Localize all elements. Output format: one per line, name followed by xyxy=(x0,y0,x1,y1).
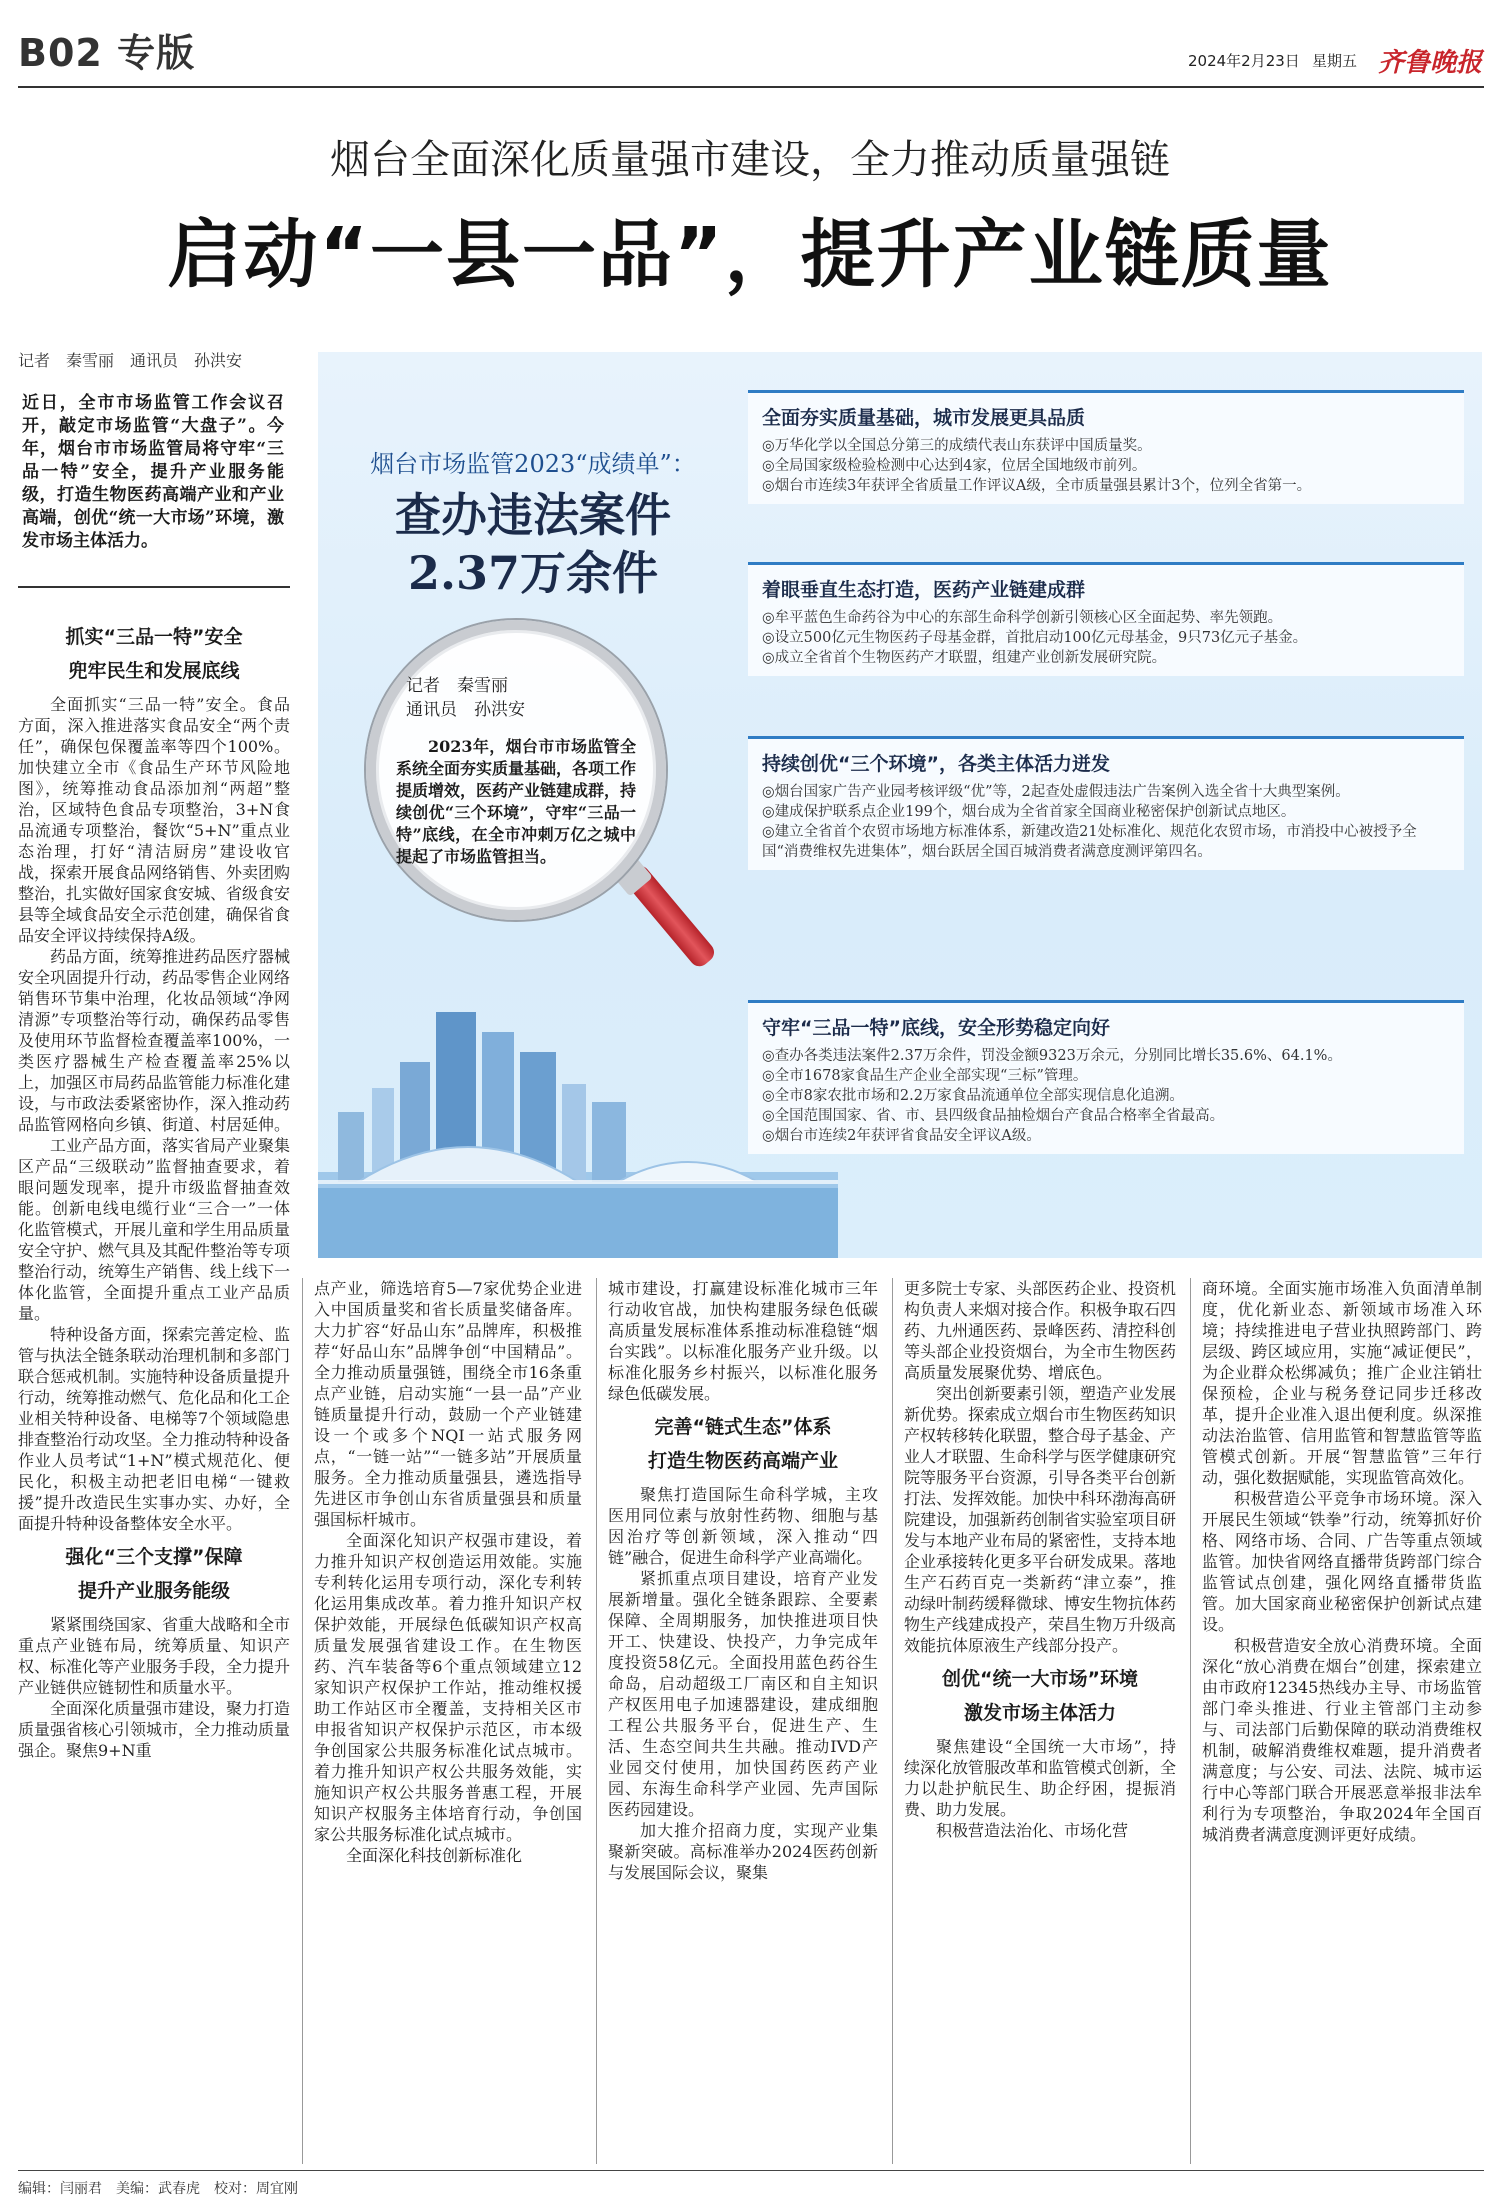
card-item: ◎全市1678家食品生产企业全部实现“三标”管理。 xyxy=(762,1068,1088,1084)
article-paragraph: 城市建设，打赢建设标准化城市三年行动收官战，加快构建服务绿色低碳高质量发展标准体系推动标准稳链“烟台实践”。以标准化服务产业升级。以标准化服务乡村振兴，以标准化服务绿色低碳发展。 xyxy=(608,1279,878,1403)
section-heading-1b: 兜牢民生和发展底线 xyxy=(68,660,240,682)
card-item: ◎查办各类违法案件2.37万余件，罚没金额9323万余元，分别同比增长35.6%、64.1%。 xyxy=(762,1048,1342,1064)
page-number: B02 专版 xyxy=(18,31,196,75)
card-title: 持续创优“三个环境”，各类主体活力迸发 xyxy=(762,753,1110,775)
article-paragraph: 聚焦打造国际生命科学城，主攻医用同位素与放射性药物、细胞与基因治疗等创新领域，深入推动“四链”融合，促进生命科学产业高端化。 xyxy=(608,1485,878,1567)
card-title: 着眼垂直生态打造，医药产业链建成群 xyxy=(762,579,1086,601)
lead-paragraph: 近日，全市市场监管工作会议召开，敲定市场监管“大盘子”。今年，烟台市市场监管局将守牢“三品一特”安全，提升产业服务能级，打造生物医药高端产业和产业高端，创优“统一大市场”环境，激发市场主体活力。 xyxy=(22,393,284,551)
issue-date: 2024年2月23日 xyxy=(1188,52,1300,70)
panel-title-line-1: 查办违法案件 xyxy=(395,488,671,542)
article-paragraph: 全面深化科技创新标准化 xyxy=(346,1846,523,1865)
headline-kicker: 烟台全面深化质量强市建设，全力推动质量强链 xyxy=(330,137,1170,183)
column-divider xyxy=(1190,1278,1191,2164)
card-item: ◎建立全省首个农贸市场地方标准体系，新建改造21处标准化、规范化农贸市场，市消投中心被授予全国“消费维权先进集体”，烟台跃居全国百城消费者满意度测评第四名。 xyxy=(762,824,1417,860)
lead-divider xyxy=(18,586,290,588)
card-item: ◎设立500亿元生物医药子母基金群，首批启动100亿元母基金，9只73亿元子基金。 xyxy=(762,630,1308,646)
achievement-card-environment xyxy=(748,736,1464,870)
section-heading-3a: 完善“链式生态”体系 xyxy=(654,1416,832,1438)
byline: 记者 秦雪丽 通讯员 孙洪安 xyxy=(18,351,243,370)
article-paragraph: 特种设备方面，探索完善定检、监管与执法全链条联动治理机制和多部门联合惩戒机制。实施特种设备质量提升行动，统筹推动燃气、危化品和化工企业相关特种设备、电梯等7个领域隐患排查整治行动攻坚。全力推动特种设备作业人员考试“1+N”模式规范化、便民化，积极主动把老旧电梯“一键救援”提升改造民生实事办实、办好，全面提升特种设备整体安全水平。 xyxy=(18,1325,290,1533)
article-column-1 xyxy=(18,620,290,2166)
article-column-3 xyxy=(608,1278,878,2166)
panel-byline-correspondent: 通讯员 孙洪安 xyxy=(406,700,525,720)
section-heading-2b: 提升产业服务能级 xyxy=(77,1580,230,1602)
panel-summary: 2023年，烟台市市场监管全系统全面夯实质量基础，各项工作提质增效，医药产业链建成群，持续创优“三个环境”，守牢“三品一特”底线，在全市冲刺万亿之城中提起了市场监管担当。 xyxy=(396,737,637,866)
card-item: ◎成立全省首个生物医药产才联盟，组建产业创新发展研究院。 xyxy=(762,650,1167,666)
card-item: ◎万华化学以全国总分第三的成绩代表山东获评中国质量奖。 xyxy=(762,438,1152,454)
article-paragraph: 聚焦建设“全国统一大市场”，持续深化放管服改革和监管模式创新，全力以赴护航民生、助企纾困，提振消费、助力发展。 xyxy=(904,1737,1176,1819)
issue-weekday: 星期五 xyxy=(1312,52,1358,70)
headline-title: 启动“一县一品”，提升产业链质量 xyxy=(167,212,1333,298)
article-column-2 xyxy=(314,1278,582,2166)
card-title: 全面夯实质量基础，城市发展更具品质 xyxy=(762,407,1086,429)
header-divider xyxy=(18,86,1484,88)
article-paragraph: 紧抓重点项目建设，培育产业发展新增量。强化全链条跟踪、全要素保障、全周期服务，加快推进项目快开工、快建设、快投产，力争完成年度投资58亿元。全面投用蓝色药谷生命岛，启动超级工厂南区和自主知识产权医用电子加速器建设，建成细胞工程公共服务平台，促进生产、生活、生态空间共生共融。推动IVD产业园交付使用，加快国药医药产业园、东海生命科学产业园、先声国际医药园建设。 xyxy=(608,1569,878,1819)
article-paragraph: 全面抓实“三品一特”安全。食品方面，深入推进落实食品安全“两个责任”，确保包保覆盖率等四个100%。加快建立全市《食品生产环节风险地图》，统筹推动食品添加剂“两超”整治，区域特色食品专项整治，3+N食品流通专项整治，餐饮“5+N”重点业态治理，打好“清洁厨房”建设收官战，探索开展食品网络销售、外卖团购整治，扎实做好国家食安城、省级食安县等全域食品安全示范创建，确保省食品安全评议持续保持A级。 xyxy=(18,695,290,945)
article-paragraph: 更多院士专家、头部医药企业、投资机构负责人来烟对接合作。积极争取石四药、九州通医药、景峰医药、清控科创等头部企业投资烟台，为全市生物医药高质量发展聚优势、增底色。 xyxy=(904,1279,1176,1382)
panel-subtitle: 烟台市场监管2023“成绩单”： xyxy=(370,450,696,478)
article-column-5 xyxy=(1202,1278,1482,2166)
card-item: ◎全市8家农批市场和2.2万家食品流通单位全部实现信息化追溯。 xyxy=(762,1088,1184,1104)
article-paragraph: 工业产品方面，落实省局产业聚集区产品“三级联动”监督抽查要求，着眼问题发现率，提升市级监督抽查效能。创新电线电缆行业“三合一”一体化监管模式，开展儿童和学生用品质量安全守护、燃气具及其配件整治等专项整治行动，统筹生产销售、线上线下一体化监管，全面提升重点工业产品质量。 xyxy=(18,1136,290,1323)
article-paragraph: 点产业，筛选培育5—7家优势企业进入中国质量奖和省长质量奖储备库。大力扩容“好品山东”品牌库，积极推荐“好品山东”品牌争创“中国精品”。全力推动质量强链，围绕全市16条重点产业链，启动实施“一县一品”产业链质量提升行动，鼓励一个产业链建设一个或多个NQI一站式服务网点，“一链一站”“一链多站”开展质量服务。全力推动质量强县，遴选指导先进区市争创山东省质量强县和质量强国标杆城市。 xyxy=(314,1279,582,1529)
achievement-card-medicine xyxy=(748,562,1464,676)
card-item: ◎全国范围国家、省、市、县四级食品抽检烟台产食品合格率全省最高。 xyxy=(762,1108,1225,1124)
footer-divider xyxy=(18,2170,1484,2171)
article-paragraph: 全面深化质量强市建设，聚力打造质量强省核心引领城市，全力推动质量强企。聚焦9+N重 xyxy=(18,1699,290,1760)
section-heading-4b: 激发市场主体活力 xyxy=(963,1702,1116,1724)
card-item: ◎建成保护联系点企业199个，烟台成为全省首家全国商业秘密保护创新试点地区。 xyxy=(762,804,1296,820)
panel-byline-reporter: 记者 秦雪丽 xyxy=(406,676,508,696)
achievement-card-quality xyxy=(748,390,1464,504)
section-heading-1a: 抓实“三品一特”安全 xyxy=(65,626,243,648)
card-item: ◎牟平蓝色生命药谷为中心的东部生命科学创新引领核心区全面起势、率先领跑。 xyxy=(762,610,1283,626)
article-paragraph: 商环境。全面实施市场准入负面清单制度，优化新业态、新领域市场准入环境；持续推进电子营业执照跨部门、跨层级、跨区域应用，实施“减证便民”，为企业群众松绑减负；推广企业注销壮保预检，企业与税务登记同步迁移改革，提升企业准入退出便利度。纵深推动法治监管、信用监管和智慧监管等监管模式创新。开展“智慧监管”三年行动，强化数据赋能，实现监管高效化。 xyxy=(1202,1279,1482,1487)
article-paragraph: 积极营造安全放心消费环境。全面深化“放心消费在烟台”创建，探索建立由市政府12345热线办主导、市场监管部门牵头推进、行业主管部门主动参与、司法部门后勤保障的联动消费维权机制，破解消费维权难题，提升消费者满意度；与公安、司法、法院、城市运行中心等部门联合开展恶意举报非法牟利行为专项整治，争取2024年全国百城消费者满意度测评更好成绩。 xyxy=(1202,1636,1482,1844)
achievement-card-safety xyxy=(748,1000,1464,1154)
article-paragraph: 紧紧围绕国家、省重大战略和全市重点产业链布局，统筹质量、知识产权、标准化等产业服务手段，全力提升产业链供应链韧性和质量水平。 xyxy=(18,1615,290,1697)
card-item: ◎烟台国家广告产业园考核评级“优”等，2起查处虚假违法广告案例入选全省十大典型案例。 xyxy=(762,784,1350,800)
column-divider xyxy=(302,1278,303,2164)
panel-byline xyxy=(406,674,525,722)
panel-title xyxy=(348,486,718,602)
article-paragraph: 积极营造法治化、市场化营 xyxy=(936,1821,1129,1840)
editor-credit: 编辑：闫丽君 美编：武春虎 校对：周宜刚 xyxy=(18,2181,298,2197)
article-paragraph: 加大推介招商力度，实现产业集聚新突破。高标准举办2024医药创新与发展国际会议，聚集 xyxy=(608,1821,878,1882)
article-paragraph: 药品方面，统筹推进药品医疗器械安全巩固提升行动，药品零售企业网络销售环节集中治理，化妆品领域“净网清源”专项整治等行动，确保药品零售及使用环节监督检查覆盖率100%，一类医疗器械生产检查覆盖率25%以上，加强区市局药品监管能力标准化建设，与市政法委紧密协作，深入推动药品监管网格向乡镇、街道、村居延伸。 xyxy=(18,947,290,1134)
article-paragraph: 积极营造公平竞争市场环境。深入开展民生领域“铁拳”行动，统筹抓好价格、网络市场、合同、广告等重点领域监管。加快省网络直播带货跨部门综合监管试点创建，强化网络直播带货监管。加大国家商业秘密保护创新试点建设。 xyxy=(1202,1489,1482,1634)
column-divider xyxy=(892,1278,893,2164)
section-heading-3b: 打造生物医药高端产业 xyxy=(647,1450,838,1472)
page-header xyxy=(0,0,1500,84)
card-title: 守牢“三品一特”底线，安全形势稳定向好 xyxy=(762,1017,1110,1039)
article-paragraph: 突出创新要素引领，塑造产业发展新优势。探索成立烟台市生物医药知识产权转移转化联盟，整合母子基金、产业人才联盟、生命科学与医学健康研究院等服务平台资源，引导各类平台创新打法、发挥效能。加快中科环渤海高研院建设，加强新药创制省实验室项目研发与本地产业布局的紧密性，支持本地企业承接转化更多平台研发成果。落地生产石药百克一类新药“津立泰”，推动绿叶制药缓释微球、博安生物抗体药物生产线建成投产，荣昌生物万升级高效能抗体原液生产线部分投产。 xyxy=(904,1384,1176,1655)
card-item: ◎烟台市连续3年获评全省质量工作评议A级，全市质量强县累计3个，位列全省第一。 xyxy=(762,478,1312,494)
section-heading-4a: 创优“统一大市场”环境 xyxy=(942,1668,1138,1690)
card-item: ◎烟台市连续2年获评省食品安全评议A级。 xyxy=(762,1128,1041,1144)
article-paragraph: 全面深化知识产权强市建设，着力推升知识产权创造运用效能。实施专利转化运用专项行动，深化专利转化运用集成改革。着力推升知识产权保护效能，开展绿色低碳知识产权高质量发展强省建设工作。在生物医药、汽车装备等6个重点领域建立12家知识产权保护工作站，推动维权援助工作站区市全覆盖，支持相关区市申报省知识产权保护示范区，市本级争创国家公共服务标准化试点城市。着力推升知识产权公共服务效能，实施知识产权公共服务普惠工程，开展知识产权服务主体培育行动，争创国家公共服务标准化试点城市。 xyxy=(314,1531,582,1844)
card-item: ◎全局国家级检验检测中心达到4家，位居全国地级市前列。 xyxy=(762,458,1147,474)
column-divider xyxy=(596,1278,597,2164)
newspaper-name: 齐鲁晚报 xyxy=(1378,48,1483,78)
article-column-4 xyxy=(904,1278,1176,2166)
panel-title-line-2: 2.37万余件 xyxy=(407,546,659,600)
section-heading-2a: 强化“三个支撑”保障 xyxy=(65,1546,243,1568)
